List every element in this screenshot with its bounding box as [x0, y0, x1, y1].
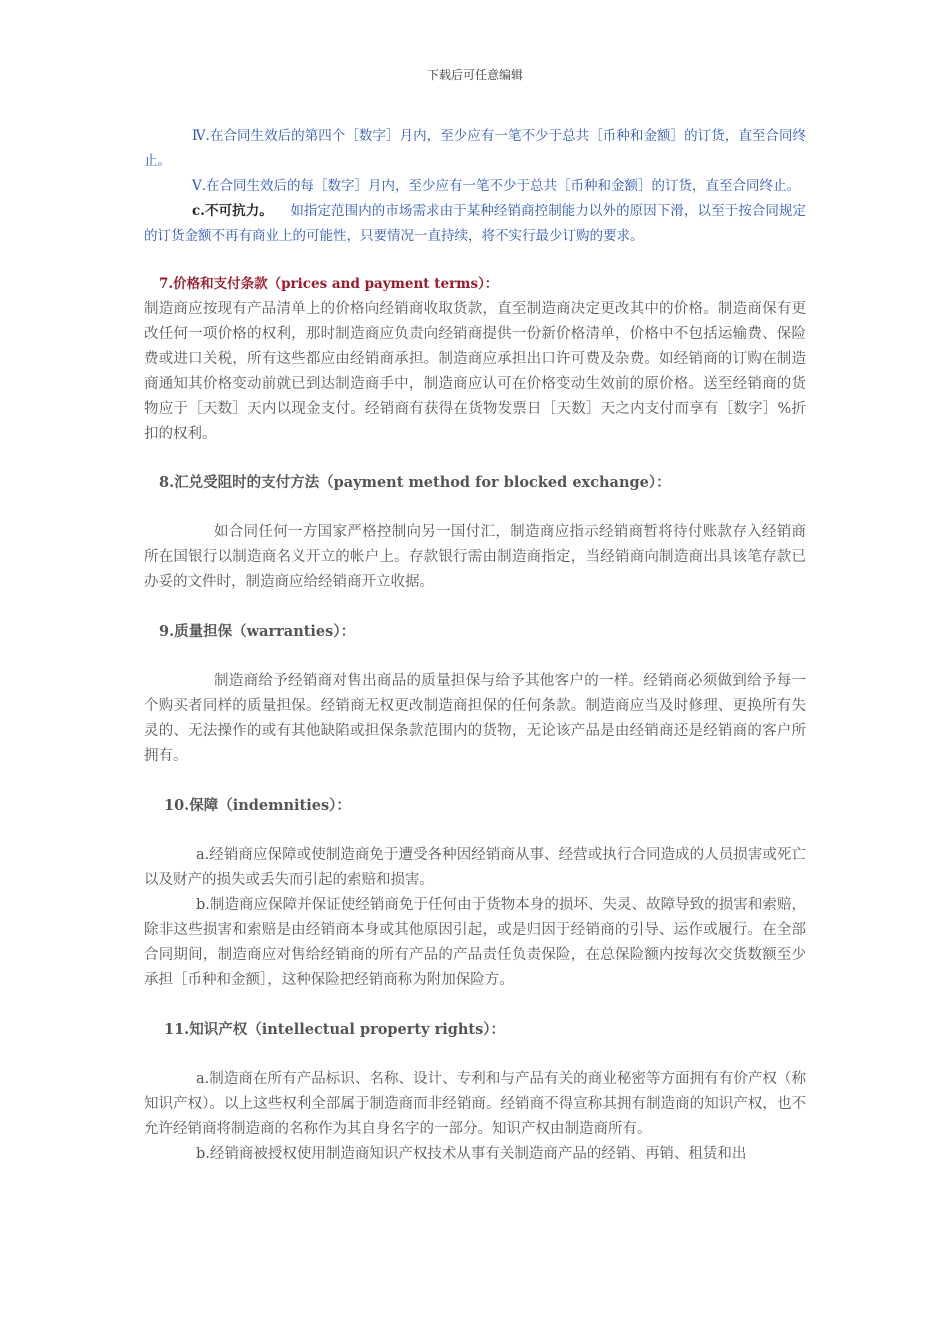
section-9-body: 制造商给予经销商对售出商品的质量担保与给予其他客户的一样。经销商必须做到给予每一个购买者同样的质量担保。经销商无权更改制造商担保的任何条款。制造商应当及时修理、更换所有失灵的、无法操作的或有其他缺陷或担保条款范围内的货物，无论该产品是由经销商还是经销商的客户所拥有。 [144, 673, 806, 764]
section-7-body: 制造商应按现有产品清单上的价格向经销商收取货款，直至制造商决定更改其中的价格。制造商保有更改任何一项价格的权利，那时制造商应负责向经销商提供一份新价格清单，价格中不包括运输费、保险费或进口关税，所有这些都应由经销商承担。制造商应承担出口许可费及杂费。如经销商的订购在制造商通知其价格变动前就已到达制造商手中，制造商应认可在价格变动生效前的原价格。送至经销商的货物应于［天数］天内以现金支付。经销商有获得在货物发票日［天数］天之内支付而享有［数字］%折扣的权利。 [144, 301, 806, 442]
section-10-b: b.制造商应保障并保证使经销商免于任何由于货物本身的损坏、失灵、故障导致的损害和索赔，除非这些损害和索赔是由经销商本身或其他原因引起，或是归因于经销商的引导、运作或履行。在全部合同期间，制造商应对售给经销商的所有产品的产品责任负责保险，在总保险额内按每次交货数额至少承担［币种和金额］，这种保险把经销商称为附加保险方。 [144, 897, 806, 988]
clause-c-label: c.不可抗力。 [192, 203, 273, 219]
section-11-a: a.制造商在所有产品标识、名称、设计、专利和与产品有关的商业秘密等方面拥有有价产权（称知识产权）。以上这些权利全部属于制造商而非经销商。经销商不得宣称其拥有制造商的知识产权，也不允许经销商将制造商的名称作为其自身名字的一部分。知识产权由制造商所有。 [144, 1071, 806, 1137]
section-11-b: b.经销商被授权使用制造商知识产权技术从事有关制造商产品的经销、再销、租赁和出 [196, 1146, 747, 1162]
clause-v: Ⅴ.在合同生效后的每［数字］月内，至少应有一笔不少于总共［币种和金额］的订货，直至合同终止。 [192, 178, 801, 194]
section-9-heading: 9.质量担保（warranties）： [159, 623, 356, 640]
section-8-heading: 8.汇兑受阻时的支付方法（payment method for blocked exchange）： [159, 474, 671, 491]
section-10-heading: 10.保障（indemnities）： [164, 797, 351, 814]
clause-iv: Ⅳ.在合同生效后的第四个［数字］月内，至少应有一笔不少于总共［币种和金额］的订货，直至合同终止。 [144, 128, 806, 169]
section-11-heading: 11.知识产权（intellectual property rights）： [164, 1021, 506, 1038]
clause-c-text: 如指定范围内的市场需求由于某种经销商控制能力以外的原因下滑，以至于按合同规定的订货金额不再有商业上的可能性，只要情况一直持续，将不实行最少订购的要求。 [144, 203, 807, 244]
section-7-heading: 7.价格和支付条款（prices and payment terms）： [159, 276, 499, 292]
document-body [144, 124, 806, 1167]
clause-c [144, 199, 806, 249]
section-8-body: 如合同任何一方国家严格控制向另一国付汇，制造商应指示经销商暂将待付账款存入经销商所在国银行以制造商名义开立的帐户上。存款银行需由制造商指定，当经销商向制造商出具该笔存款已办妥的文件时，制造商应给经销商开立收据。 [144, 524, 806, 590]
page-header: 下载后可任意编辑 [426, 68, 523, 82]
section-10-a: a.经销商应保障或使制造商免于遭受各种因经销商从事、经营或执行合同造成的人员损害或死亡以及财产的损失或丢失而引起的索赔和损害。 [144, 847, 806, 888]
